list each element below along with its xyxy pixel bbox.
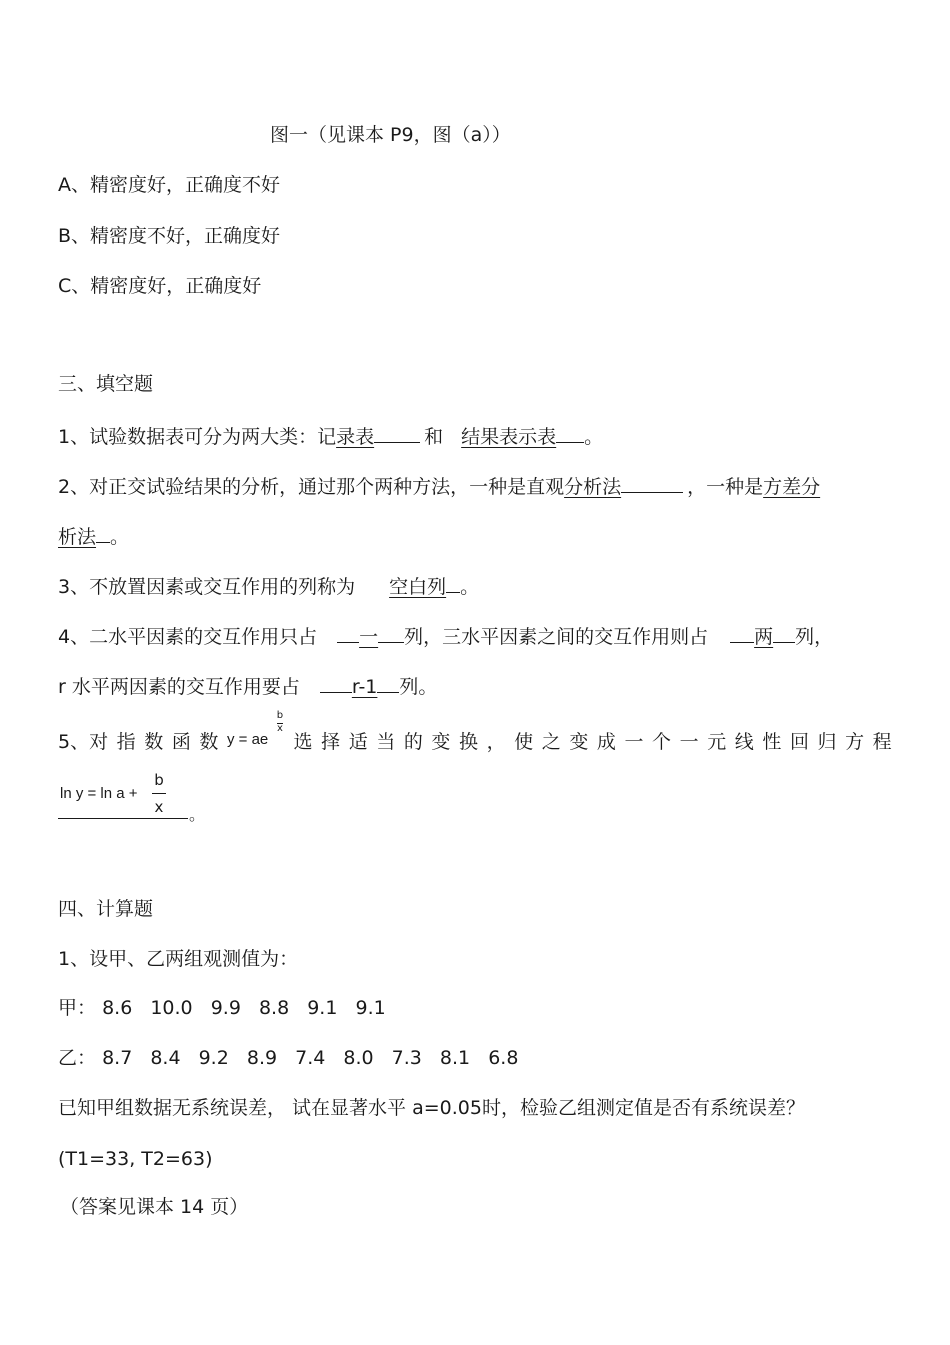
q4-blank-2b [773,622,795,643]
q5-char: 数 [144,731,164,753]
q4-answer-3: r-1 [351,676,378,698]
q2-blank-1 [621,472,683,493]
q5-answer-bar [152,793,166,794]
q4-answer-2: 两 [754,626,774,648]
q2-answer-2-cont: 析法 [58,526,97,548]
q4-blank-1b [378,622,404,643]
q5-char: 程 [872,731,892,753]
q2-answer-2: 方差分 [763,476,821,498]
q2-answer-1: 分析法 [564,476,622,498]
jia-label: 甲： [58,997,97,1019]
calc-question-1: 1、设甲、乙两组观测值为： [58,948,299,970]
jia-value: 9.9 [210,997,241,1019]
q4-blank-1a [337,622,359,643]
yi-value: 7.3 [391,1047,422,1069]
q5-char: 成 [596,731,616,753]
yi-value: 8.4 [150,1047,181,1069]
q2-mid: ，一种是 [687,476,764,498]
q3-blank [446,572,460,593]
q4-line2-end: 列。 [399,676,438,698]
yi-value: 8.0 [343,1047,374,1069]
q3-answer: 空白列 [389,576,447,598]
q1-end: 。 [584,426,604,448]
q4-end: 列， [795,626,834,648]
option-b: B、精密度不好，正确度好 [58,225,281,247]
calc-question-text: 已知甲组数据无系统误差， 试在显著水平 a=0.05时，检验乙组测定值是否有系统误差？ [58,1097,805,1119]
q5-char: 数 [199,731,219,753]
q5-char: 换 [459,731,479,753]
fill-question-5 [58,710,892,755]
jia-value: 9.1 [355,997,386,1019]
q5-char: 选 [293,731,313,753]
q5-char: 之 [541,731,561,753]
yi-value: 9.2 [198,1047,229,1069]
fill-question-2 [58,472,820,500]
q5-char: 变 [431,731,451,753]
q4-prefix: 4、二水平因素的交互作用只占 [58,626,318,648]
q5-char: 方 [845,731,865,753]
fill-question-2-cont [58,522,129,550]
yi-label: 乙： [58,1047,97,1069]
fill-question-4 [58,622,833,650]
fill-question-1 [58,422,603,450]
q5-answer [58,772,218,824]
option-c: C、精密度好，正确度好 [58,275,262,297]
q5-answer-den: x [154,798,164,816]
yi-value: 8.7 [102,1047,133,1069]
yi-row [58,1045,518,1071]
q5-char: 指 [116,731,136,753]
calc-section-heading: 四、计算题 [58,898,154,920]
jia-value: 8.6 [102,997,133,1019]
jia-value: 10.0 [150,997,193,1019]
q5-char: 线 [734,731,754,753]
yi-value: 8.1 [439,1047,471,1069]
q5-char: 择 [321,731,341,753]
q4-blank-3a [320,672,352,693]
yi-value: 8.9 [246,1047,278,1069]
q5-char: 变 [569,731,589,753]
fill-section-heading: 三、填空题 [58,373,154,395]
q1-mid: 和 [424,426,450,448]
yi-value: 7.4 [295,1047,326,1069]
q5-char: 使 [514,731,534,753]
q5-char: 适 [348,731,368,753]
q5-char: 的 [403,731,423,753]
figure-caption: 图一（见课本 P9，图（a）） [270,124,511,146]
fill-question-4-cont [58,672,437,700]
q5-char: 归 [817,731,837,753]
q5-formula [226,710,285,755]
q5-answer-underline [58,818,188,819]
q5-char: ， [486,731,506,753]
answer-note: （答案见课本 14 页） [60,1196,249,1218]
q1-blank-1 [374,422,420,443]
q1-blank-2 [556,422,584,443]
q3-prefix: 3、不放置因素或交互作用的列称为 [58,576,356,598]
fill-question-3 [58,572,479,600]
q5-char: 一 [679,731,699,753]
q1-prefix: 1、试验数据表可分为两大类：记 [58,426,337,448]
jia-row [58,995,386,1021]
jia-value: 9.1 [307,997,338,1019]
option-a: A、精密度好，正确度不好 [58,174,280,196]
q1-answer-2: 结果表示表 [461,426,557,448]
q4-answer-1: 一 [359,626,379,648]
q2-blank-2 [96,522,110,543]
jia-value: 8.8 [258,997,290,1019]
q5-formula-main: y = ae [226,731,269,748]
q5-answer-formula: ln y = ln a + [60,785,138,802]
q5-char: 回 [789,731,809,753]
q2-prefix: 2、对正交试验结果的分析，通过那个两种方法，一种是直观 [58,476,565,498]
q5-char: 当 [376,731,396,753]
q5-char: 一 [624,731,644,753]
q5-end: 。 [189,805,206,824]
yi-value: 6.8 [488,1047,519,1069]
t-values: (T1=33, T2=63) [58,1148,213,1170]
q5-exp-num: b [276,710,284,721]
q5-char: 函 [171,731,191,753]
q2-end: 。 [110,526,130,548]
q5-char: 个 [652,731,672,753]
q4-mid: 列，三水平因素之间的交互作用则占 [404,626,709,648]
q5-char: 元 [707,731,727,753]
q5-answer-num: b [154,771,164,789]
q1-answer-1: 录表 [336,426,375,448]
q5-char: 5、对 [58,731,109,753]
q5-exp-den: x [277,723,283,734]
q4-line2-prefix: r 水平两因素的交互作用要占 [58,676,300,698]
q4-blank-2a [730,622,754,643]
q5-char: 性 [762,731,782,753]
q4-blank-3b [377,672,399,693]
q3-end: 。 [460,576,480,598]
